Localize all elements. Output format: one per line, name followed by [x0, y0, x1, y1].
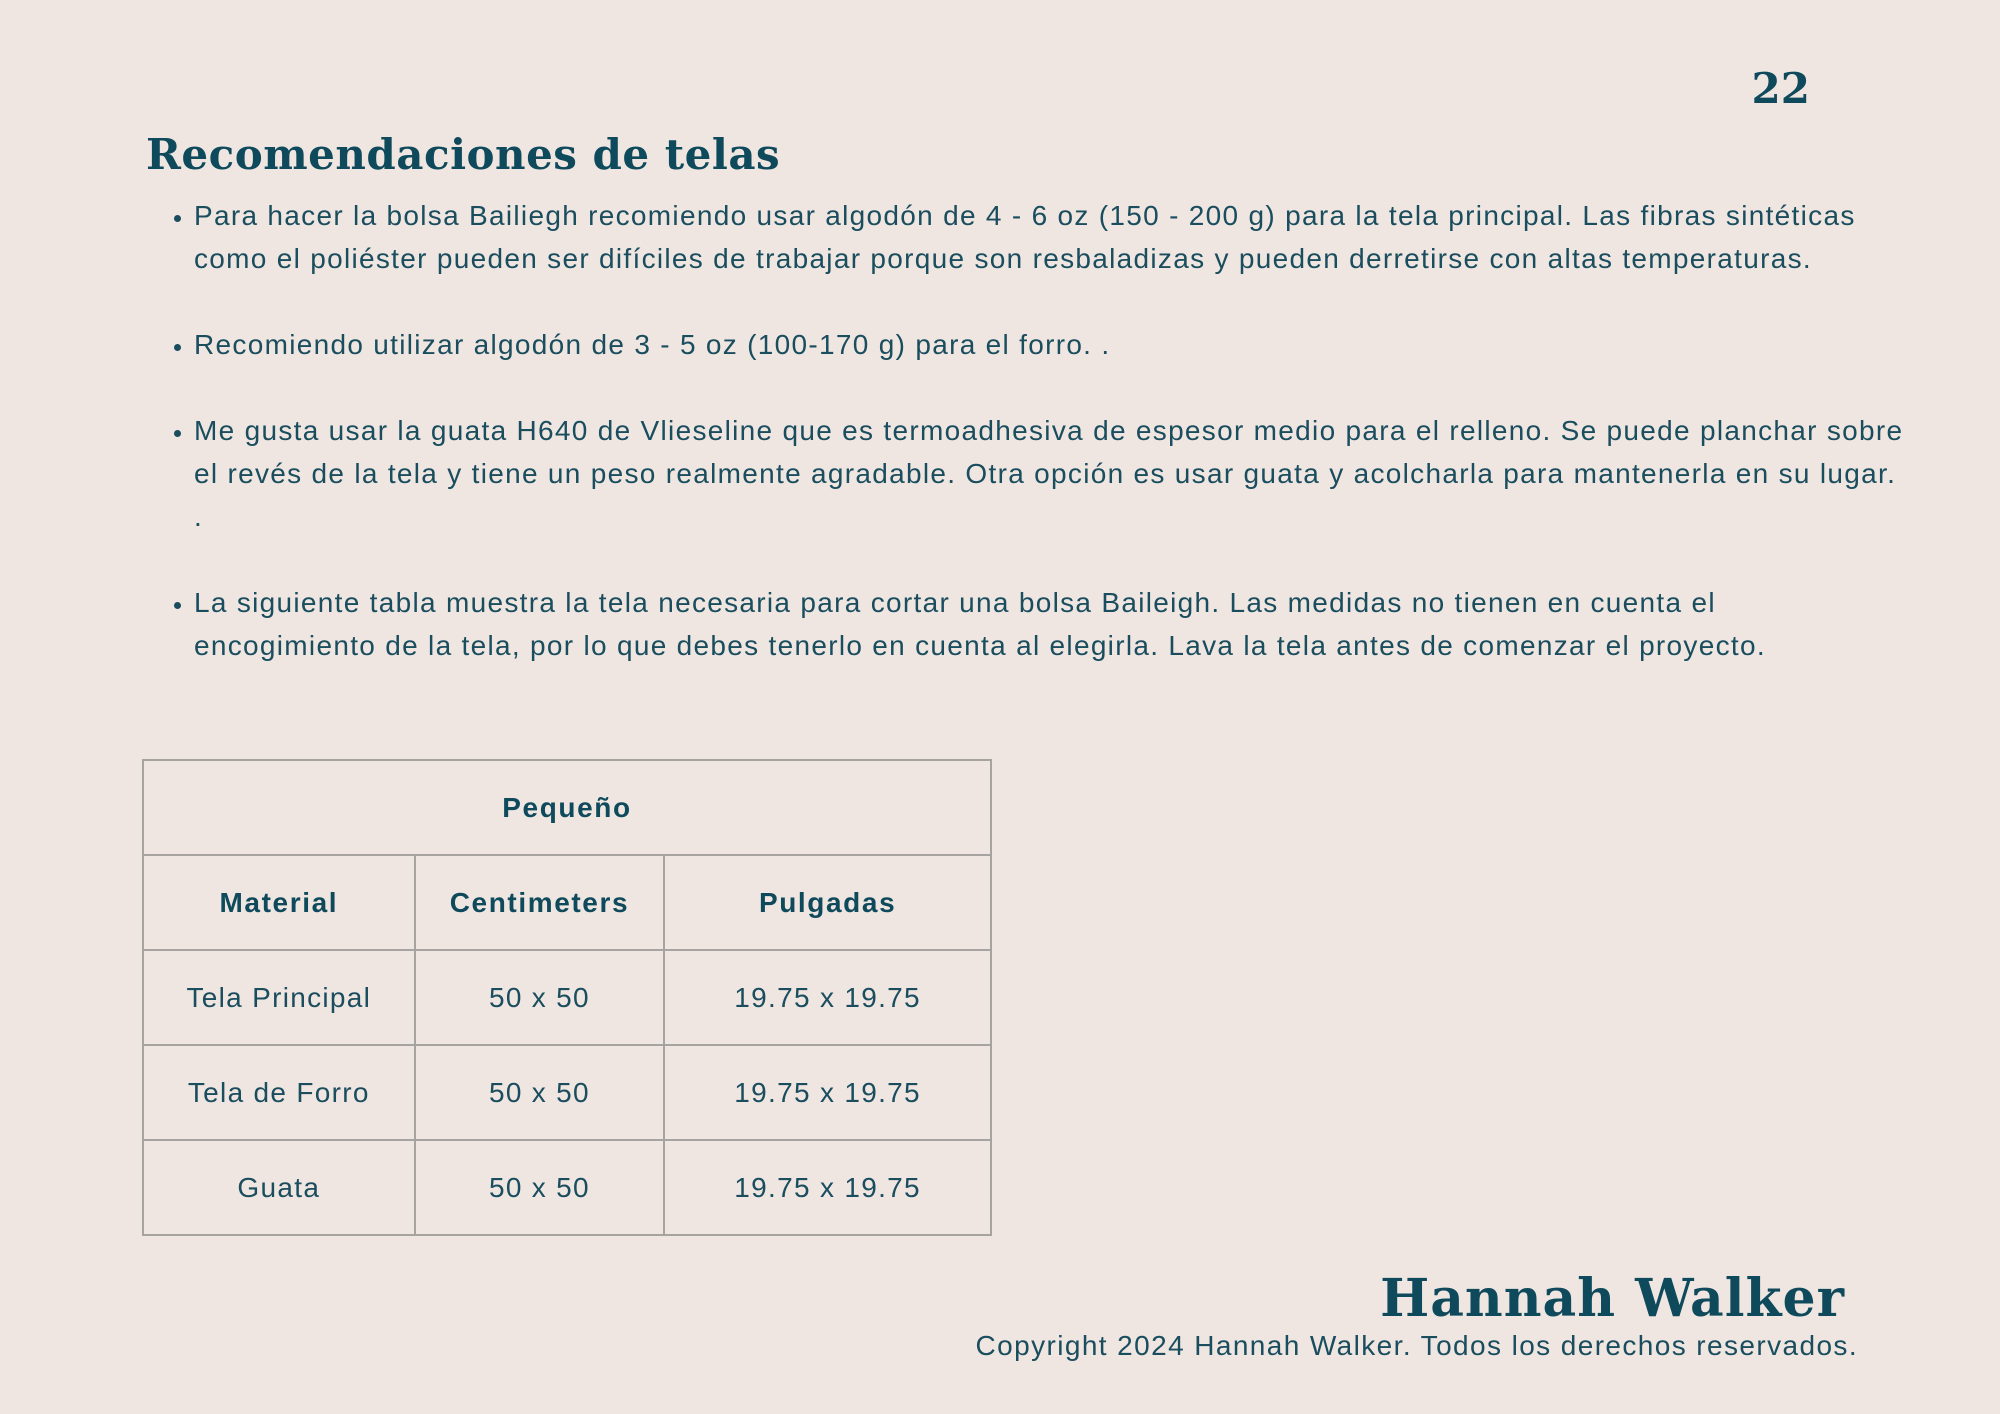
table-header-row [143, 855, 991, 950]
table-cell: 19.75 x 19.75 [664, 950, 991, 1045]
column-header-inches: Pulgadas [664, 855, 991, 950]
section-heading: Recomendaciones de telas [146, 130, 781, 179]
page-number: 22 [1751, 64, 1810, 113]
list-item: • Recomiendo utilizar algodón de 3 - 5 oz (100-170 g) para el forro. . [194, 323, 1904, 366]
table-cell: 19.75 x 19.75 [664, 1140, 991, 1235]
table-cell: Tela Principal [143, 950, 415, 1045]
copyright-notice: Copyright 2024 Hannah Walker. Todos los derechos reservados. [975, 1330, 1858, 1361]
table-cell: 19.75 x 19.75 [664, 1045, 991, 1140]
recommendations-list [160, 194, 1904, 710]
table-row [143, 950, 991, 1045]
column-header-centimeters: Centimeters [415, 855, 665, 950]
column-header-material: Material [143, 855, 415, 950]
table-row [143, 1140, 991, 1235]
table-title: Pequeño [143, 760, 991, 855]
list-item: • Me gusta usar la guata H640 de Vlieseline que es termoadhesiva de espesor medio para el relleno. Se puede planchar sobre el revés de la tela y tiene un peso realmente agradable. Otra opción es usar guata y acolcharla para mantenerla en su lugar. . [194, 409, 1904, 538]
table-row [143, 1045, 991, 1140]
table-title-row [143, 760, 991, 855]
author-name: Hannah Walker [1380, 1268, 1845, 1329]
table-cell: Tela de Forro [143, 1045, 415, 1140]
table-cell: Guata [143, 1140, 415, 1235]
fabric-table [142, 759, 992, 1236]
table-cell: 50 x 50 [415, 1045, 665, 1140]
table-cell: 50 x 50 [415, 950, 665, 1045]
table-cell: 50 x 50 [415, 1140, 665, 1235]
list-item: • Para hacer la bolsa Bailiegh recomiendo usar algodón de 4 - 6 oz (150 - 200 g) para la tela principal. Las fibras sintéticas como el poliéster pueden ser difíciles de trabajar porque son resbaladizas y pueden derretirse con altas temperaturas. [194, 194, 1904, 280]
list-item: • La siguiente tabla muestra la tela necesaria para cortar una bolsa Baileigh. Las medidas no tienen en cuenta el encogimiento de la tela, por lo que debes tenerlo en cuenta al elegirla. Lava la tela antes de comenzar el proyecto. [194, 581, 1904, 667]
